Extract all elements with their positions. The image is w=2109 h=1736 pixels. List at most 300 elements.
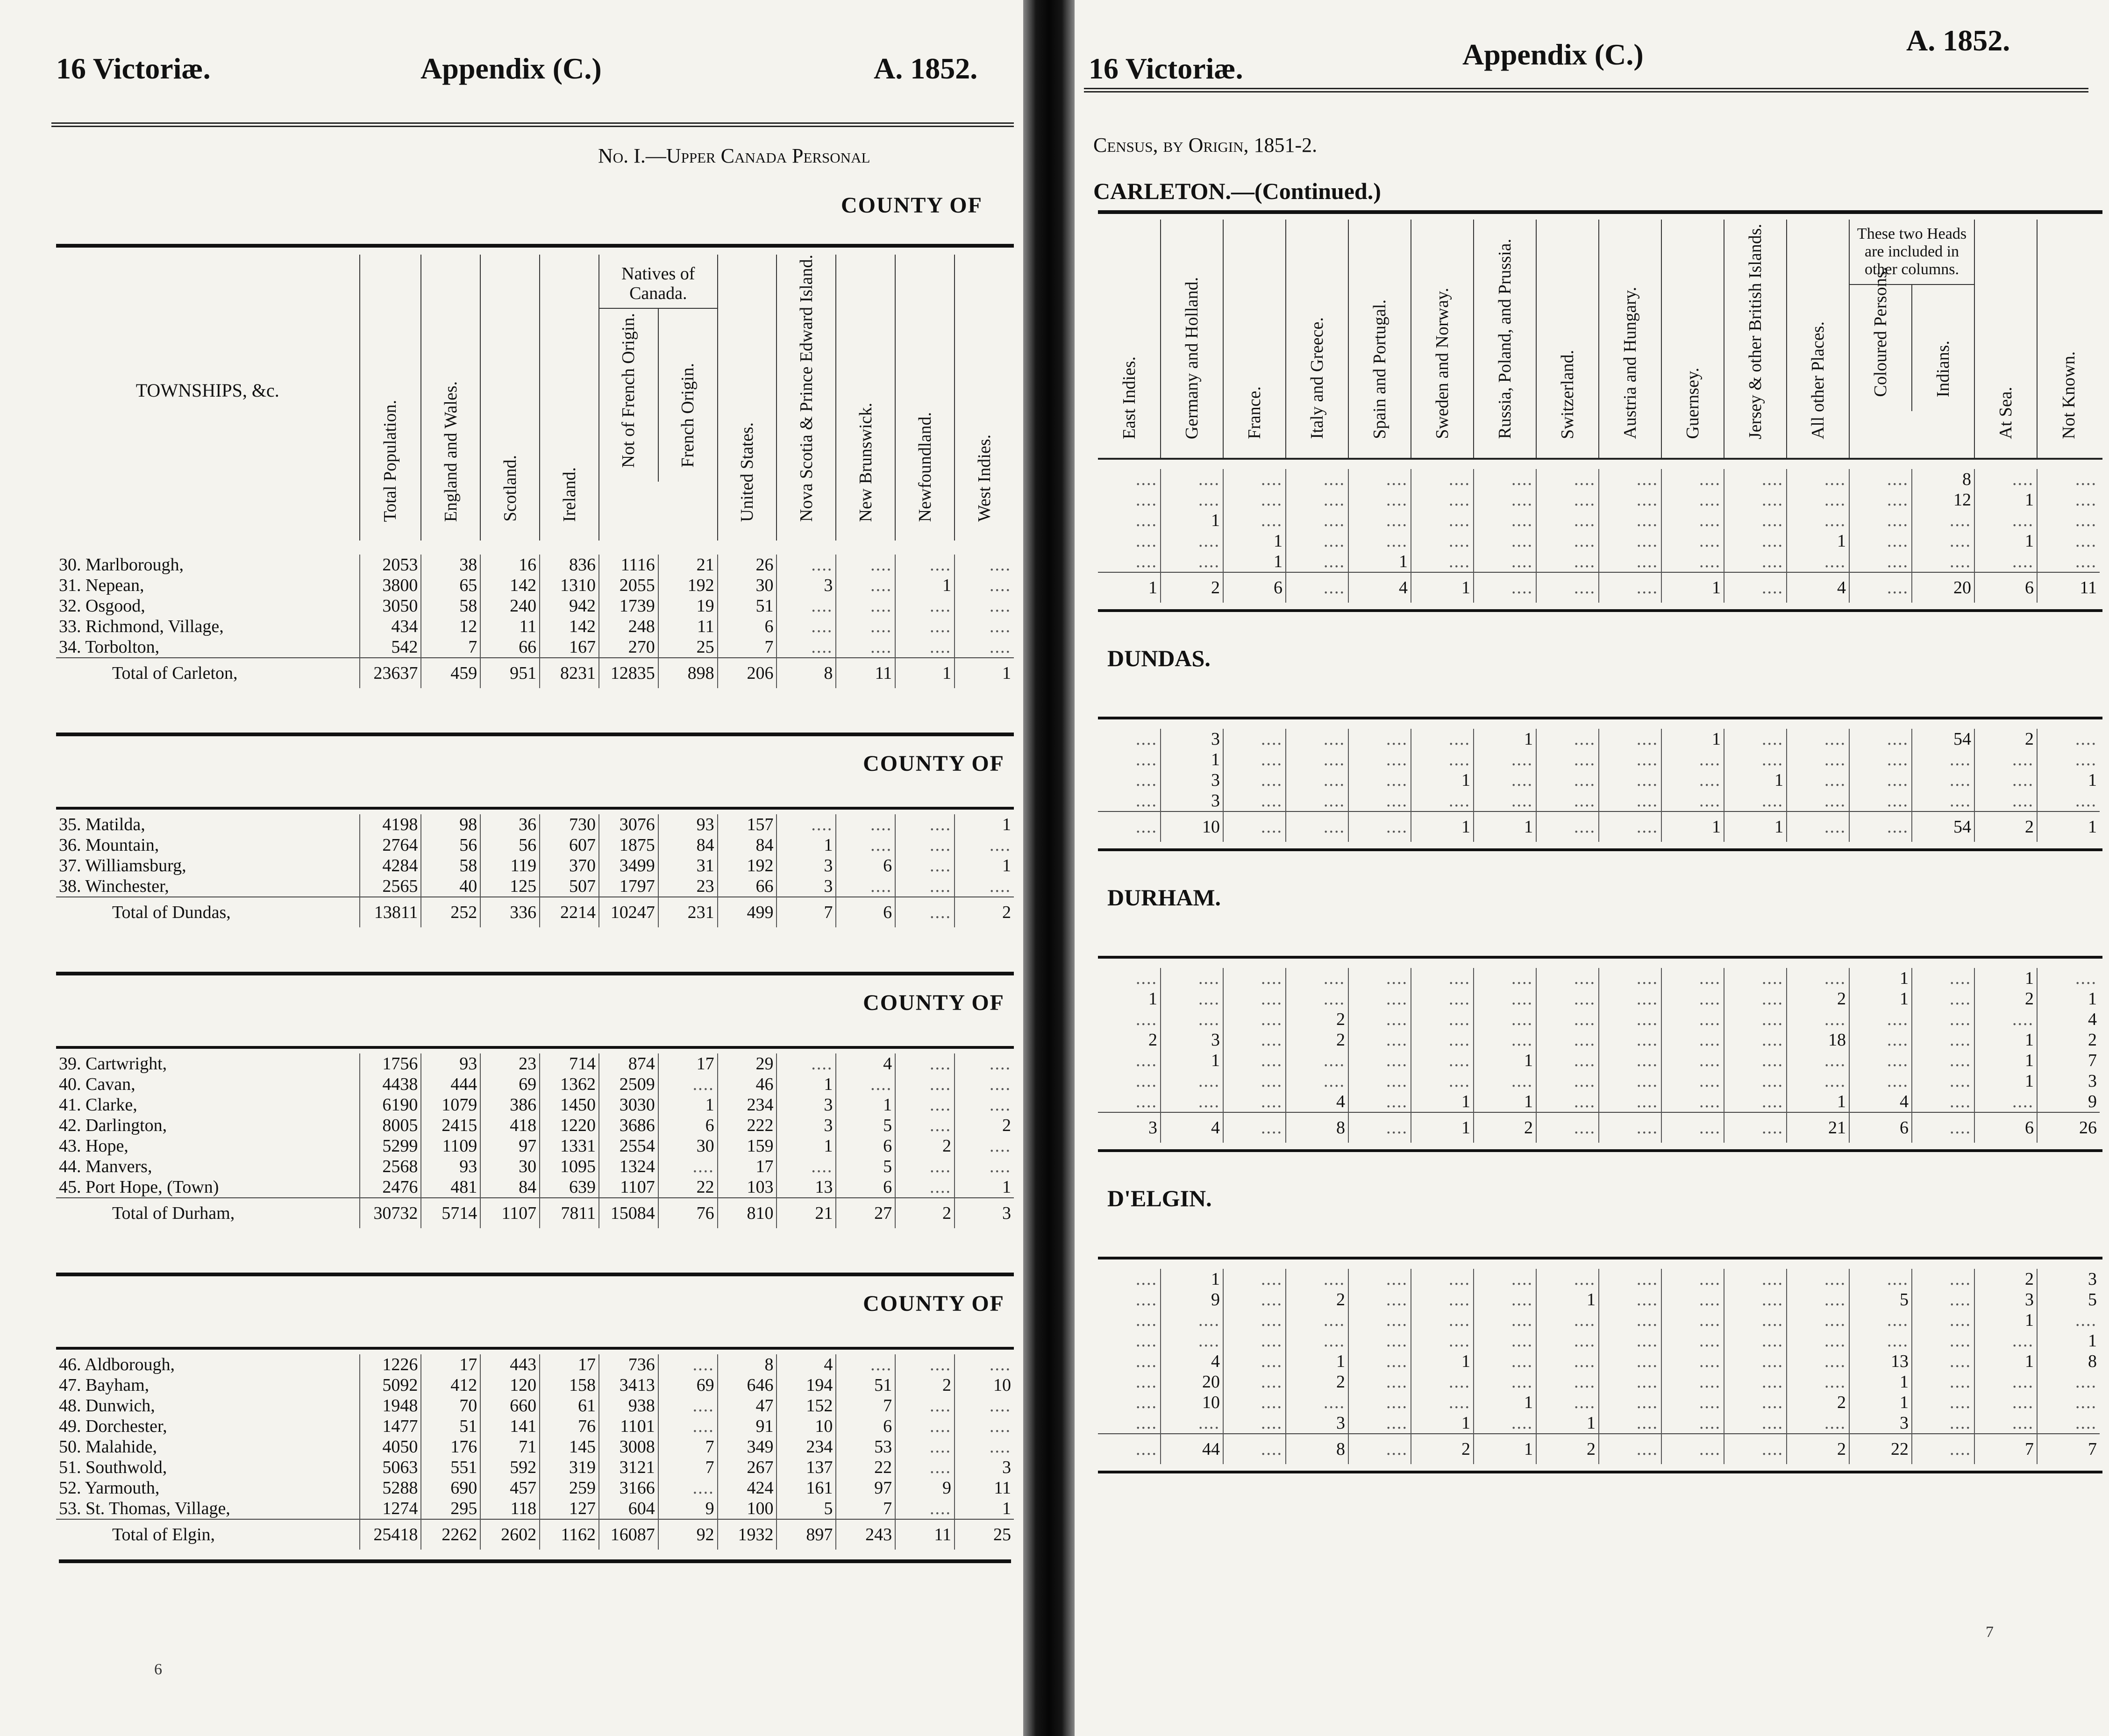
cell-value: 270 — [599, 637, 658, 658]
cell-value: 17 — [718, 1156, 777, 1177]
cell-value: 161 — [777, 1478, 836, 1498]
cell-value: 1 — [1661, 811, 1724, 842]
cell-value: 2 — [1286, 1009, 1348, 1030]
cell-value: .... — [1536, 1392, 1599, 1413]
cell-value: .... — [1912, 1413, 1974, 1434]
cell-value: .... — [1536, 572, 1599, 603]
right-page — [1075, 0, 2109, 1736]
cell-value: .... — [1136, 1352, 1157, 1371]
cell-value: .... — [1161, 551, 1223, 572]
cell-value: .... — [1787, 1351, 1849, 1372]
cell-value: .... — [2037, 510, 2100, 531]
cell-value: .... — [1599, 790, 1661, 811]
cell-value: 192 — [718, 855, 777, 876]
cell-value: .... — [955, 596, 1014, 616]
cell-value: .... — [1787, 811, 1849, 842]
cell-value: .... — [895, 1416, 955, 1437]
table-row — [56, 1115, 1014, 1136]
section-top-rule — [56, 807, 1014, 810]
col-header-not-known: Not Known. — [2059, 351, 2079, 439]
cell-value: .... — [1536, 1310, 1599, 1330]
cell-value: 12 — [421, 616, 480, 637]
right-table-top-rule — [1098, 210, 2102, 214]
cell-value: 6 — [836, 1177, 895, 1198]
cell-value: 54 — [1912, 729, 1974, 749]
cell-value: 3121 — [599, 1457, 658, 1478]
table-row — [56, 616, 1014, 637]
cell-value: 1 — [1348, 551, 1411, 572]
right-section-table — [1098, 729, 2100, 842]
cell-value: .... — [1474, 1030, 1536, 1050]
cell-value: 1324 — [599, 1156, 658, 1177]
township-name: 44. Manvers, — [59, 1156, 152, 1176]
cell-value: .... — [1161, 1330, 1223, 1351]
cell-value: .... — [1724, 1351, 1787, 1372]
section-divider — [56, 733, 1014, 736]
right-section-table — [1098, 968, 2100, 1143]
cell-value: 145 — [540, 1437, 599, 1457]
cell-value: 349 — [718, 1437, 777, 1457]
cell-value: .... — [1136, 1331, 1157, 1351]
cell-value: 951 — [480, 658, 540, 688]
cell-value: .... — [1787, 1269, 1849, 1289]
cell-value: .... — [658, 1478, 718, 1498]
cell-value: .... — [1724, 1434, 1787, 1464]
cell-value: 259 — [540, 1478, 599, 1498]
cell-value: .... — [2037, 968, 2100, 989]
cell-value: 7 — [836, 1395, 895, 1416]
township-name: 50. Malahide, — [59, 1437, 157, 1457]
cell-value: .... — [1974, 749, 2037, 770]
table-row — [56, 1437, 1014, 1457]
township-name: 42. Darlington, — [59, 1115, 167, 1135]
cell-value: .... — [1474, 749, 1536, 770]
cell-value: .... — [1849, 1310, 1912, 1330]
cell-value: 10 — [1161, 1392, 1223, 1413]
col-header-natives-of-canada: Natives of Canada. — [599, 255, 717, 309]
table-row — [1098, 1372, 2100, 1392]
cell-value: .... — [1286, 729, 1348, 749]
cell-value: .... — [1661, 1009, 1724, 1030]
cell-value: 5714 — [421, 1198, 480, 1228]
cell-value: 370 — [540, 855, 599, 876]
col-header-switzerland: Switzerland. — [1558, 349, 1577, 439]
cell-value: 1 — [1411, 1351, 1474, 1372]
section-divider — [56, 972, 1014, 975]
table-row — [56, 855, 1014, 876]
cell-value: .... — [1474, 1413, 1536, 1434]
township-name: 40. Cavan, — [59, 1074, 135, 1094]
cell-value: 836 — [540, 555, 599, 575]
cell-value: 8 — [1286, 1434, 1348, 1464]
cell-value: .... — [2037, 749, 2100, 770]
cell-value: 1 — [1148, 989, 1157, 1009]
cell-value: 660 — [480, 1395, 540, 1416]
cell-value: 1 — [1974, 1030, 2037, 1050]
cell-value: .... — [1536, 1351, 1599, 1372]
cell-value: 1 — [1849, 989, 1912, 1009]
cell-value: 20 — [1161, 1372, 1223, 1392]
table-row — [56, 575, 1014, 596]
cell-value: .... — [1348, 749, 1411, 770]
cell-value: 1 — [1787, 531, 1849, 551]
cell-value: 3 — [1974, 1289, 2037, 1310]
total-label: Total of Carleton, — [56, 658, 360, 688]
cell-value: 158 — [540, 1375, 599, 1395]
cell-value: 30 — [658, 1136, 718, 1156]
table-row — [1098, 490, 2100, 510]
cell-value: 240 — [480, 596, 540, 616]
cell-value: 76 — [658, 1198, 718, 1228]
table-row — [56, 1354, 1014, 1375]
total-row — [1098, 1112, 2100, 1143]
cell-value: .... — [1974, 1091, 2037, 1112]
cell-value: 7 — [2037, 1050, 2100, 1071]
cell-value: .... — [1411, 531, 1474, 551]
cell-value: .... — [1599, 1351, 1661, 1372]
table-row — [56, 835, 1014, 855]
cell-value: .... — [895, 1156, 955, 1177]
cell-value: .... — [1223, 811, 1286, 842]
cell-value: .... — [1661, 510, 1724, 531]
cell-value: 51 — [836, 1375, 895, 1395]
cell-value: 11 — [836, 658, 895, 688]
cell-value: .... — [1411, 729, 1474, 749]
cell-value: .... — [1849, 1330, 1912, 1351]
cell-value: .... — [1536, 770, 1599, 790]
col-header-russia: Russia, Poland, and Prussia. — [1495, 239, 1515, 439]
cell-value: .... — [1286, 1310, 1348, 1330]
cell-value: 457 — [480, 1478, 540, 1498]
cell-value: .... — [1536, 1009, 1599, 1030]
right-header-rule — [1084, 88, 2088, 92]
cell-value: 2262 — [421, 1519, 480, 1550]
cell-value: .... — [1536, 1071, 1599, 1091]
cell-value: .... — [1223, 1413, 1286, 1434]
col-header-coloured: Coloured Persons. — [1871, 267, 1890, 397]
cell-value: .... — [1787, 790, 1849, 811]
cell-value: .... — [1912, 1269, 1974, 1289]
cell-value: 6 — [1849, 1112, 1912, 1143]
cell-value: .... — [1724, 1050, 1787, 1071]
cell-value: 1 — [1974, 1050, 2037, 1071]
table-row — [1098, 510, 2100, 531]
cell-value: 1 — [895, 575, 955, 596]
cell-value: .... — [1724, 1269, 1787, 1289]
table-row — [56, 596, 1014, 616]
cell-value: 1 — [777, 835, 836, 855]
cell-value: .... — [1161, 1071, 1223, 1091]
cell-value: 1 — [1724, 811, 1787, 842]
cell-value: 1 — [955, 814, 1014, 835]
cell-value: 13 — [1849, 1351, 1912, 1372]
cell-value: 157 — [718, 814, 777, 835]
cell-value: 53 — [836, 1437, 895, 1457]
total-row — [1098, 1434, 2100, 1464]
cell-value: .... — [1348, 1009, 1411, 1030]
cell-value: .... — [658, 1156, 718, 1177]
cell-value: .... — [1661, 968, 1724, 989]
cell-value: .... — [1348, 1071, 1411, 1091]
cell-value: 2055 — [599, 575, 658, 596]
cell-value: .... — [955, 876, 1014, 897]
cell-value: .... — [895, 876, 955, 897]
cell-value: .... — [1787, 729, 1849, 749]
left-header-appendix: Appendix (C.) — [420, 52, 602, 85]
cell-value: .... — [1661, 551, 1724, 572]
cell-value: .... — [1974, 1330, 2037, 1351]
cell-value: .... — [1974, 770, 2037, 790]
right-header-table — [1098, 220, 2100, 458]
cell-value: .... — [1599, 1310, 1661, 1330]
cell-value: .... — [955, 637, 1014, 658]
cell-value: .... — [1136, 470, 1157, 489]
cell-value: 25 — [658, 637, 718, 658]
table-row — [1098, 770, 2100, 790]
cell-value: .... — [1599, 1030, 1661, 1050]
cell-value: .... — [1724, 1413, 1787, 1434]
cell-value: .... — [1136, 552, 1157, 571]
col-header-other-places: All other Places. — [1808, 321, 1828, 439]
cell-value: 499 — [718, 897, 777, 927]
cell-value: 84 — [658, 835, 718, 855]
cell-value: .... — [1661, 1071, 1724, 1091]
cell-value: .... — [1536, 1330, 1599, 1351]
cell-value: .... — [1599, 1434, 1661, 1464]
table-row — [1098, 1392, 2100, 1413]
cell-value: .... — [1474, 968, 1536, 989]
cell-value: .... — [1223, 1009, 1286, 1030]
col-header-french-origin: French Origin. — [678, 363, 698, 468]
township-name: 30. Marlborough, — [59, 555, 184, 575]
cell-value: .... — [1536, 1030, 1599, 1050]
cell-value: 11 — [2037, 572, 2100, 603]
cell-value: 386 — [480, 1095, 540, 1115]
cell-value: .... — [1348, 729, 1411, 749]
cell-value: 1 — [1411, 770, 1474, 790]
cell-value: .... — [1223, 1289, 1286, 1310]
cell-value: .... — [1661, 790, 1724, 811]
cell-value: .... — [1474, 572, 1536, 603]
table-row — [1098, 989, 2100, 1009]
cell-value: 27 — [836, 1198, 895, 1228]
cell-value: .... — [1974, 510, 2037, 531]
cell-value: .... — [1474, 1269, 1536, 1289]
cell-value: .... — [1161, 989, 1223, 1009]
cell-value: .... — [1661, 1091, 1724, 1112]
col-header-total-population: Total Population. — [380, 399, 400, 522]
cell-value: .... — [955, 1074, 1014, 1095]
cell-value: .... — [1787, 1050, 1849, 1071]
cell-value: .... — [1411, 790, 1474, 811]
cell-value: 1 — [1474, 729, 1536, 749]
township-name: 35. Matilda, — [59, 814, 145, 834]
cell-value: .... — [1411, 1030, 1474, 1050]
cell-value: .... — [1474, 1372, 1536, 1392]
cell-value: 65 — [421, 575, 480, 596]
cell-value: 1 — [955, 1498, 1014, 1519]
cell-value: .... — [1787, 490, 1849, 510]
cell-value: 46 — [718, 1074, 777, 1095]
cell-value: .... — [1348, 1330, 1411, 1351]
cell-value: 70 — [421, 1395, 480, 1416]
cell-value: 100 — [718, 1498, 777, 1519]
cell-value: 3 — [1161, 729, 1223, 749]
cell-value: .... — [836, 637, 895, 658]
cell-value: 3413 — [599, 1375, 658, 1395]
cell-value: .... — [1724, 1071, 1787, 1091]
cell-value: 47 — [718, 1395, 777, 1416]
cell-value: 252 — [421, 897, 480, 927]
cell-value: .... — [2037, 469, 2100, 490]
total-label: Total of Durham, — [56, 1198, 360, 1228]
cell-value: 6 — [836, 897, 895, 927]
cell-value: .... — [1223, 1434, 1286, 1464]
cell-value: 56 — [421, 835, 480, 855]
cell-value: 7 — [1974, 1434, 2037, 1464]
cell-value: .... — [777, 596, 836, 616]
county-label: COUNTY OF — [863, 1291, 1005, 1316]
cell-value: 1 — [1223, 551, 1286, 572]
cell-value: .... — [1599, 1071, 1661, 1091]
cell-value: 938 — [599, 1395, 658, 1416]
cell-value: 1 — [2037, 1330, 2100, 1351]
cell-value: 1220 — [540, 1115, 599, 1136]
cell-value: .... — [658, 1354, 718, 1375]
cell-value: 1 — [658, 1095, 718, 1115]
cell-value: .... — [1474, 770, 1536, 790]
cell-value: .... — [1724, 1330, 1787, 1351]
table-row — [56, 1177, 1014, 1198]
cell-value: .... — [1536, 749, 1599, 770]
cell-value: .... — [895, 1053, 955, 1074]
cell-value: .... — [836, 555, 895, 575]
cell-value: .... — [1223, 1050, 1286, 1071]
cell-value: 6 — [1974, 572, 2037, 603]
cell-value: 3 — [777, 1115, 836, 1136]
cell-value: .... — [2037, 729, 2100, 749]
cell-value: 1331 — [540, 1136, 599, 1156]
cell-value: .... — [895, 596, 955, 616]
cell-value: .... — [955, 1395, 1014, 1416]
cell-value: 26 — [718, 555, 777, 575]
cell-value: .... — [1849, 811, 1912, 842]
cell-value: 2554 — [599, 1136, 658, 1156]
cell-value: .... — [955, 1437, 1014, 1457]
cell-value: .... — [1286, 572, 1348, 603]
cell-value: .... — [1536, 510, 1599, 531]
cell-value: .... — [1161, 1091, 1223, 1112]
cell-value: .... — [1348, 790, 1411, 811]
cell-value: 7 — [2037, 1434, 2100, 1464]
cell-value: .... — [1787, 1330, 1849, 1351]
cell-value: 730 — [540, 814, 599, 835]
cell-value: .... — [1661, 1330, 1724, 1351]
cell-value: 2 — [1536, 1434, 1599, 1464]
cell-value: .... — [1912, 749, 1974, 770]
cell-value: 69 — [480, 1074, 540, 1095]
cell-value: .... — [1661, 1392, 1724, 1413]
cell-value: 2053 — [360, 555, 421, 575]
cell-value: 639 — [540, 1177, 599, 1198]
cell-value: .... — [955, 1156, 1014, 1177]
cell-value: 2 — [2037, 1030, 2100, 1050]
township-name: 41. Clarke, — [59, 1095, 137, 1115]
col-header-england-wales: England and Wales. — [441, 381, 461, 522]
cell-value: 1 — [1223, 531, 1286, 551]
cell-value: .... — [1661, 1112, 1724, 1143]
cell-value: 942 — [540, 596, 599, 616]
cell-value: .... — [1724, 510, 1787, 531]
cell-value: .... — [1136, 791, 1157, 811]
table-top-rule — [56, 244, 1014, 248]
right-header-appendix: Appendix (C.) — [1462, 38, 1644, 71]
cell-value: .... — [1474, 551, 1536, 572]
cell-value: .... — [1849, 1071, 1912, 1091]
cell-value: .... — [1912, 989, 1974, 1009]
cell-value: .... — [1286, 770, 1348, 790]
cell-value: 11 — [480, 616, 540, 637]
cell-value: 3 — [777, 575, 836, 596]
cell-value: 3686 — [599, 1115, 658, 1136]
cell-value: 2509 — [599, 1074, 658, 1095]
cell-value: .... — [1787, 469, 1849, 490]
cell-value: 9 — [895, 1478, 955, 1498]
cell-value: .... — [1536, 1269, 1599, 1289]
cell-value: .... — [955, 616, 1014, 637]
cell-value: .... — [1474, 1289, 1536, 1310]
cell-value: 30 — [718, 575, 777, 596]
cell-value: .... — [1724, 968, 1787, 989]
cell-value: 2 — [1974, 989, 2037, 1009]
table-row — [1098, 469, 2100, 490]
cell-value: 444 — [421, 1074, 480, 1095]
cell-value: 1 — [1411, 572, 1474, 603]
cell-value: 1109 — [421, 1136, 480, 1156]
cell-value: 1 — [1661, 729, 1724, 749]
cell-value: 58 — [421, 855, 480, 876]
cell-value: 9 — [1161, 1289, 1223, 1310]
cell-value: 2415 — [421, 1115, 480, 1136]
cell-value: .... — [1411, 968, 1474, 989]
cell-value: .... — [955, 1416, 1014, 1437]
section-top-rule — [56, 1046, 1014, 1049]
cell-value: .... — [836, 575, 895, 596]
cell-value: 6 — [836, 855, 895, 876]
cell-value: 8 — [2037, 1351, 2100, 1372]
cell-value: .... — [1474, 490, 1536, 510]
total-row — [1098, 811, 2100, 842]
cell-value: 1948 — [360, 1395, 421, 1416]
cell-value: 2 — [955, 1115, 1014, 1136]
cell-value: 1274 — [360, 1498, 421, 1519]
cell-value: 7 — [658, 1437, 718, 1457]
cell-value: 4050 — [360, 1437, 421, 1457]
cell-value: .... — [1348, 1030, 1411, 1050]
cell-value: .... — [1599, 989, 1661, 1009]
section-top-rule — [1098, 1257, 2102, 1259]
township-name: 36. Mountain, — [59, 835, 159, 855]
section-gap — [1098, 612, 2102, 729]
cell-value: .... — [1849, 469, 1912, 490]
cell-value: .... — [1348, 1413, 1411, 1434]
cell-value: .... — [1286, 1050, 1348, 1071]
page-number-right: 7 — [1986, 1623, 1994, 1641]
cell-value: .... — [1661, 1310, 1724, 1330]
cell-value: 1 — [955, 855, 1014, 876]
table-row — [1098, 1009, 2100, 1030]
cell-value: .... — [1098, 811, 1161, 842]
